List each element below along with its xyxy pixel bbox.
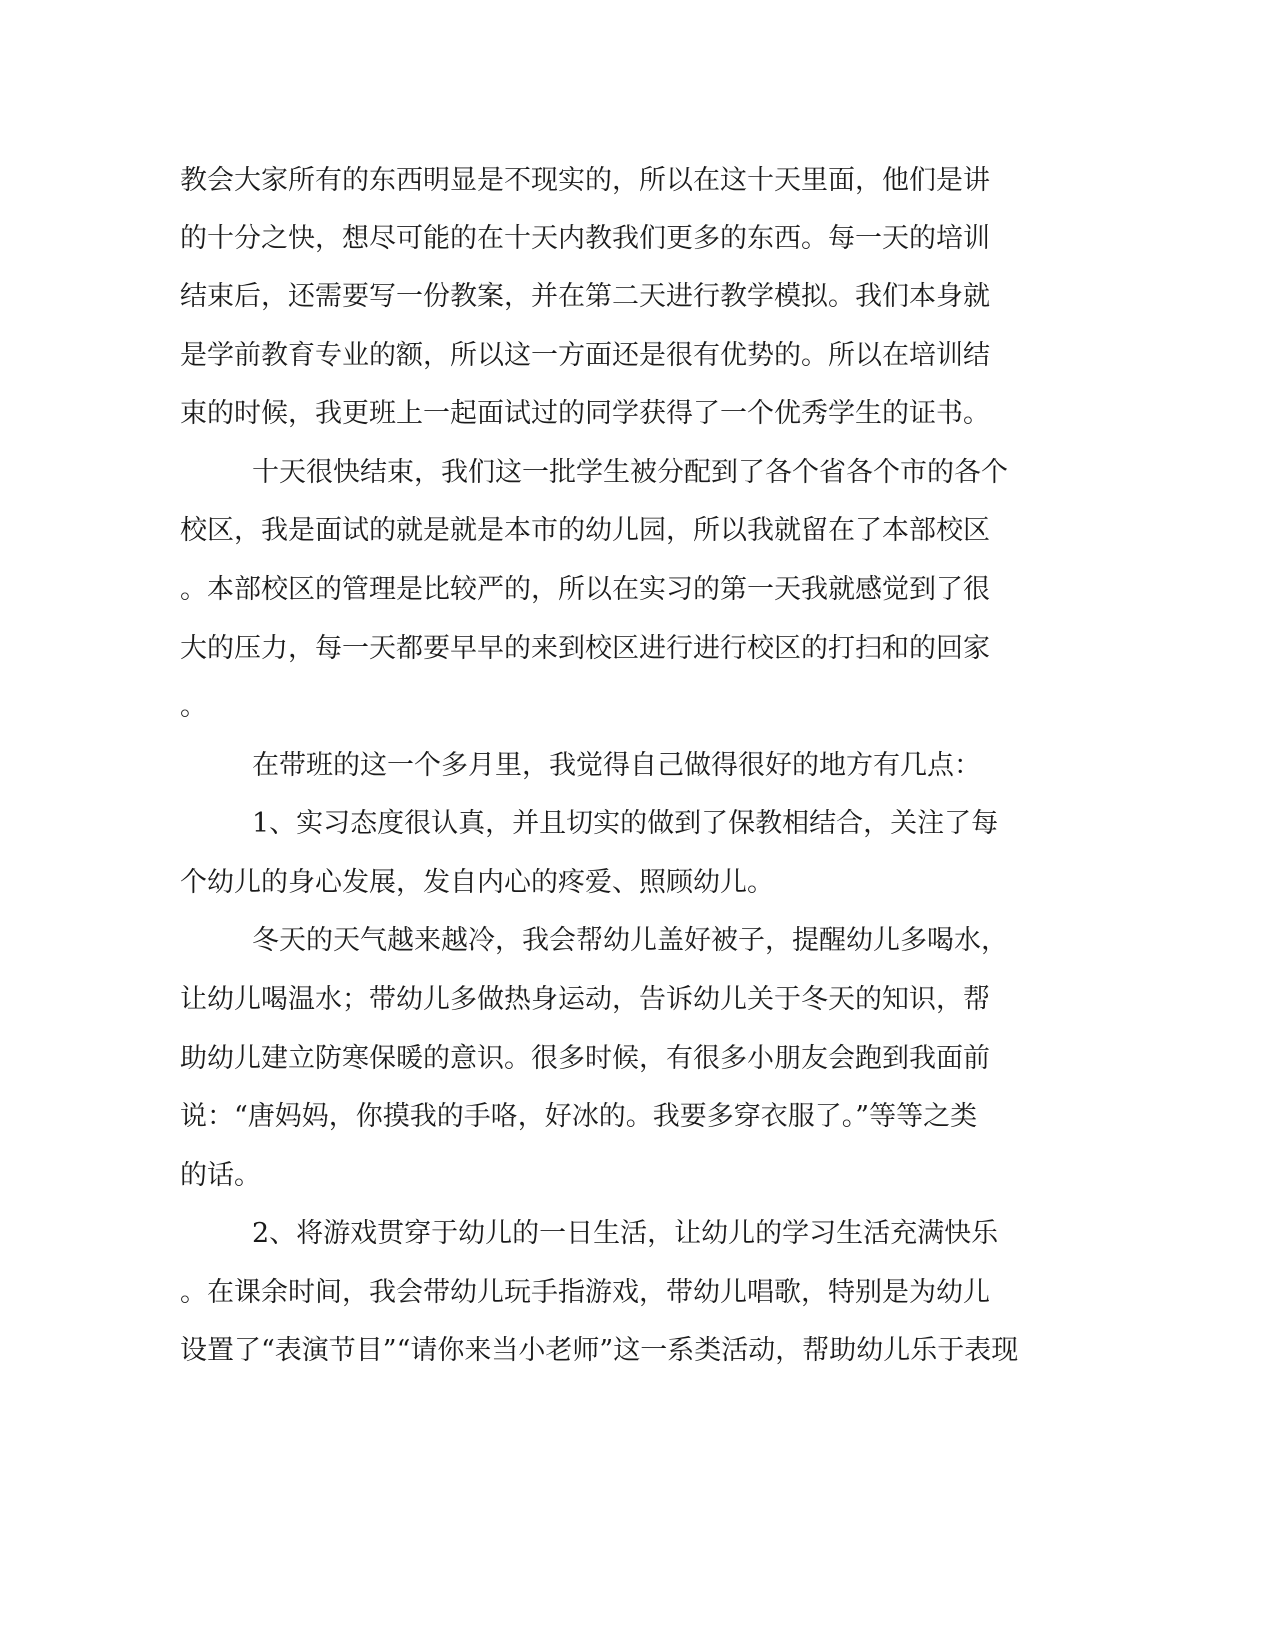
text-line-19-list-item-2: 2、将游戏贯穿于幼儿的一日生活，让幼儿的学习生活充满快乐 [252, 1218, 999, 1249]
text-line-17: 说：“唐妈妈，你摸我的手咯，好冰的。我要多穿衣服了。”等等之类 [180, 1101, 978, 1132]
text-line-10: 。 [180, 691, 207, 722]
text-line-5: 束的时候，我更班上一起面试过的同学获得了一个优秀学生的证书。 [180, 398, 990, 429]
text-line-3: 结束后，还需要写一份教案，并在第二天进行教学模拟。我们本身就 [180, 281, 990, 312]
text-line-18: 的话。 [180, 1160, 261, 1191]
text-line-7: 校区，我是面试的就是就是本市的幼儿园，所以我就留在了本部校区 [180, 515, 990, 546]
text-line-1: 教会大家所有的东西明显是不现实的，所以在这十天里面，他们是讲 [180, 165, 990, 196]
text-line-14-paragraph-start: 冬天的天气越来越冷，我会帮幼儿盖好被子，提醒幼儿多喝水， [252, 925, 1008, 956]
text-line-11-paragraph-start: 在带班的这一个多月里，我觉得自己做得很好的地方有几点： [252, 750, 981, 781]
text-line-4: 是学前教育专业的额，所以这一方面还是很有优势的。所以在培训结 [180, 340, 990, 371]
text-line-21: 设置了“表演节目”“请你来当小老师”这一系类活动，帮助幼儿乐于表现 [180, 1335, 1019, 1366]
text-line-12-list-item-1: 1、实习态度很认真，并且切实的做到了保教相结合，关注了每 [252, 808, 999, 839]
text-line-9: 大的压力，每一天都要早早的来到校区进行进行校区的打扫和的回家 [180, 633, 990, 664]
text-line-8: 。本部校区的管理是比较严的，所以在实习的第一天我就感觉到了很 [180, 574, 990, 605]
text-line-2: 的十分之快，想尽可能的在十天内教我们更多的东西。每一天的培训 [180, 223, 990, 254]
text-line-15: 让幼儿喝温水；带幼儿多做热身运动，告诉幼儿关于冬天的知识，帮 [180, 984, 990, 1015]
text-line-16: 助幼儿建立防寒保暖的意识。很多时候，有很多小朋友会跑到我面前 [180, 1043, 990, 1074]
text-line-13: 个幼儿的身心发展，发自内心的疼爱、照顾幼儿。 [180, 867, 774, 898]
text-line-20: 。在课余时间，我会带幼儿玩手指游戏，带幼儿唱歌，特别是为幼儿 [180, 1277, 990, 1308]
text-line-6-paragraph-start: 十天很快结束，我们这一批学生被分配到了各个省各个市的各个 [252, 457, 1008, 488]
